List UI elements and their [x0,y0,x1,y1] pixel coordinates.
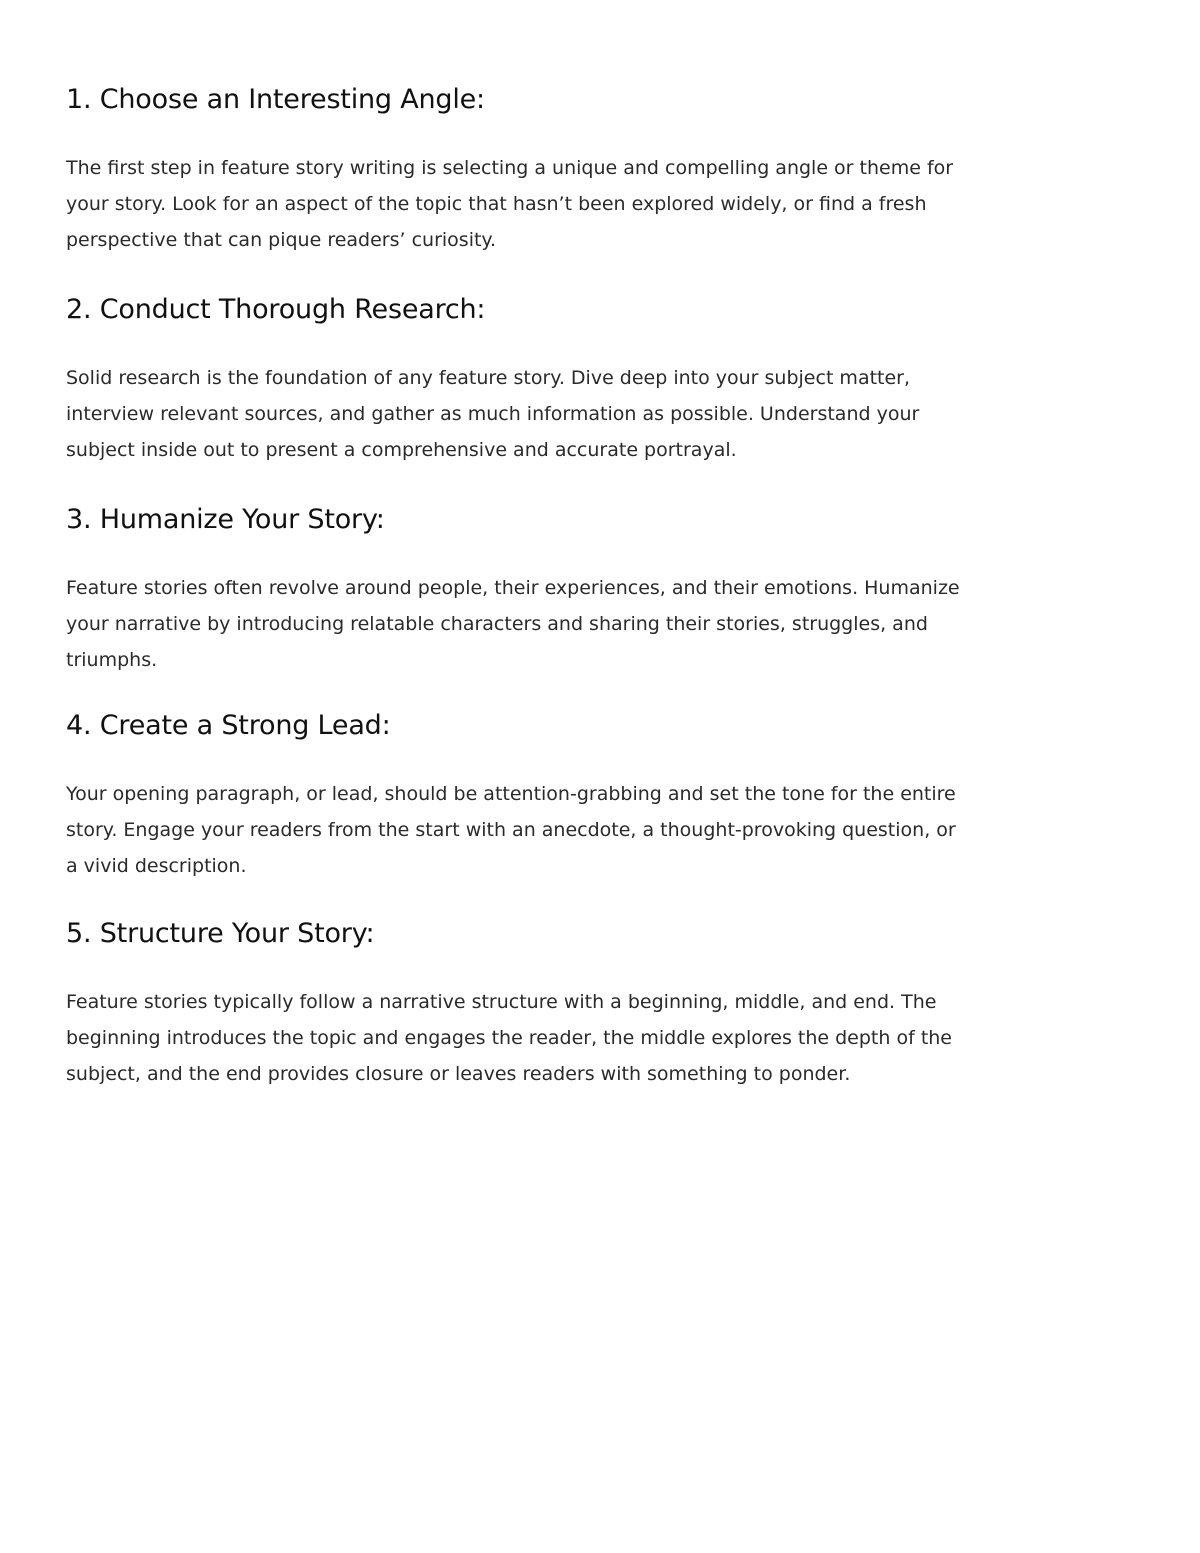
document-page [66,78,966,1114]
section-heading: 1. Choose an Interesting Angle: [66,84,485,115]
section-paragraph: Your opening paragraph, or lead, should be attention-grabbing and set the tone for the entire story. Engage your readers from the start with an anecdote, a thought-provoking question, or a vivid description. [66,783,956,877]
section-humanize-story [66,498,966,678]
section-paragraph: Feature stories typically follow a narrative structure with a beginning, middle, and end. The beginning introduces the topic and engages the reader, the middle explores the depth of the subject, and the end provides closure or leaves readers with something to ponder. [66,991,952,1085]
section-structure-story [66,912,966,1092]
section-paragraph: Solid research is the foundation of any feature story. Dive deep into your subject matter, interview relevant sources, and gather as much information as possible. Understand your subject inside out to present a comprehensive and accurate portrayal. [66,367,920,461]
section-choose-angle [66,78,966,258]
section-paragraph: Feature stories often revolve around people, their experiences, and their emotions. Humanize your narrative by introducing relatable characters and sharing their stories, struggles, and triumphs. [66,577,960,671]
section-paragraph: The first step in feature story writing is selecting a unique and compelling angle or theme for your story. Look for an aspect of the topic that hasn’t been explored widely, or find a fresh perspective that can pique readers’ curiosity. [66,157,954,251]
section-heading: 3. Humanize Your Story: [66,504,385,535]
section-strong-lead [66,704,966,884]
section-heading: 5. Structure Your Story: [66,918,375,949]
section-conduct-research [66,288,966,468]
section-heading: 2. Conduct Thorough Research: [66,294,486,325]
section-heading: 4. Create a Strong Lead: [66,710,391,741]
